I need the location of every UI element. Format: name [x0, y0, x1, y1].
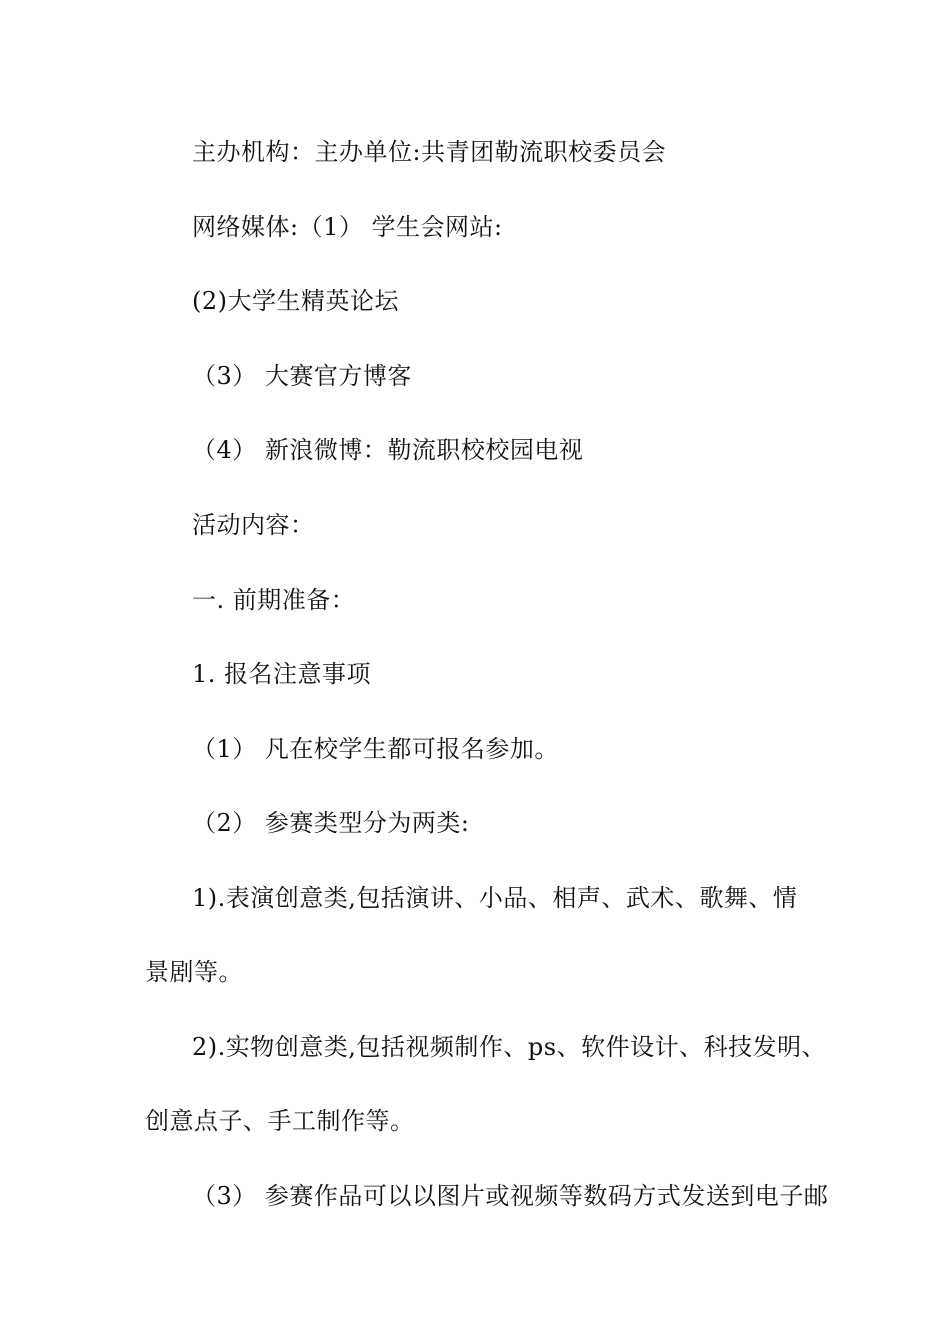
category-2-line-2: 创意点子、手工制作等。 — [145, 1107, 415, 1135]
category-2-line-1: 2).实物创意类,包括视频制作、ps、软件设计、科技发明、 — [192, 1033, 827, 1061]
activity-heading: 活动内容： — [192, 511, 315, 539]
subsection-heading: 1. 报名注意事项 — [192, 660, 372, 688]
media-item-3: （3） 大赛官方博客 — [192, 362, 412, 390]
media-item-2: (2)大学生精英论坛 — [192, 287, 399, 315]
note-item-3: （3） 参赛作品可以以图片或视频等数码方式发送到电子邮 — [192, 1182, 829, 1210]
note-item-1: （1） 凡在校学生都可报名参加。 — [192, 735, 559, 763]
media-item-4: （4） 新浪微博：勒流职校校园电视 — [192, 436, 584, 464]
media-line: 网络媒体:（1） 学生会网站: — [192, 213, 503, 241]
section-heading: 一. 前期准备： — [192, 586, 356, 614]
note-item-2: （2） 参赛类型分为两类: — [192, 809, 470, 837]
organizer-line: 主办机构：主办单位:共青团勒流职校委员会 — [192, 138, 667, 166]
category-1-line-2: 景剧等。 — [145, 958, 243, 986]
category-1-line-1: 1).表演创意类,包括演讲、小品、相声、武术、歌舞、情 — [192, 884, 798, 912]
